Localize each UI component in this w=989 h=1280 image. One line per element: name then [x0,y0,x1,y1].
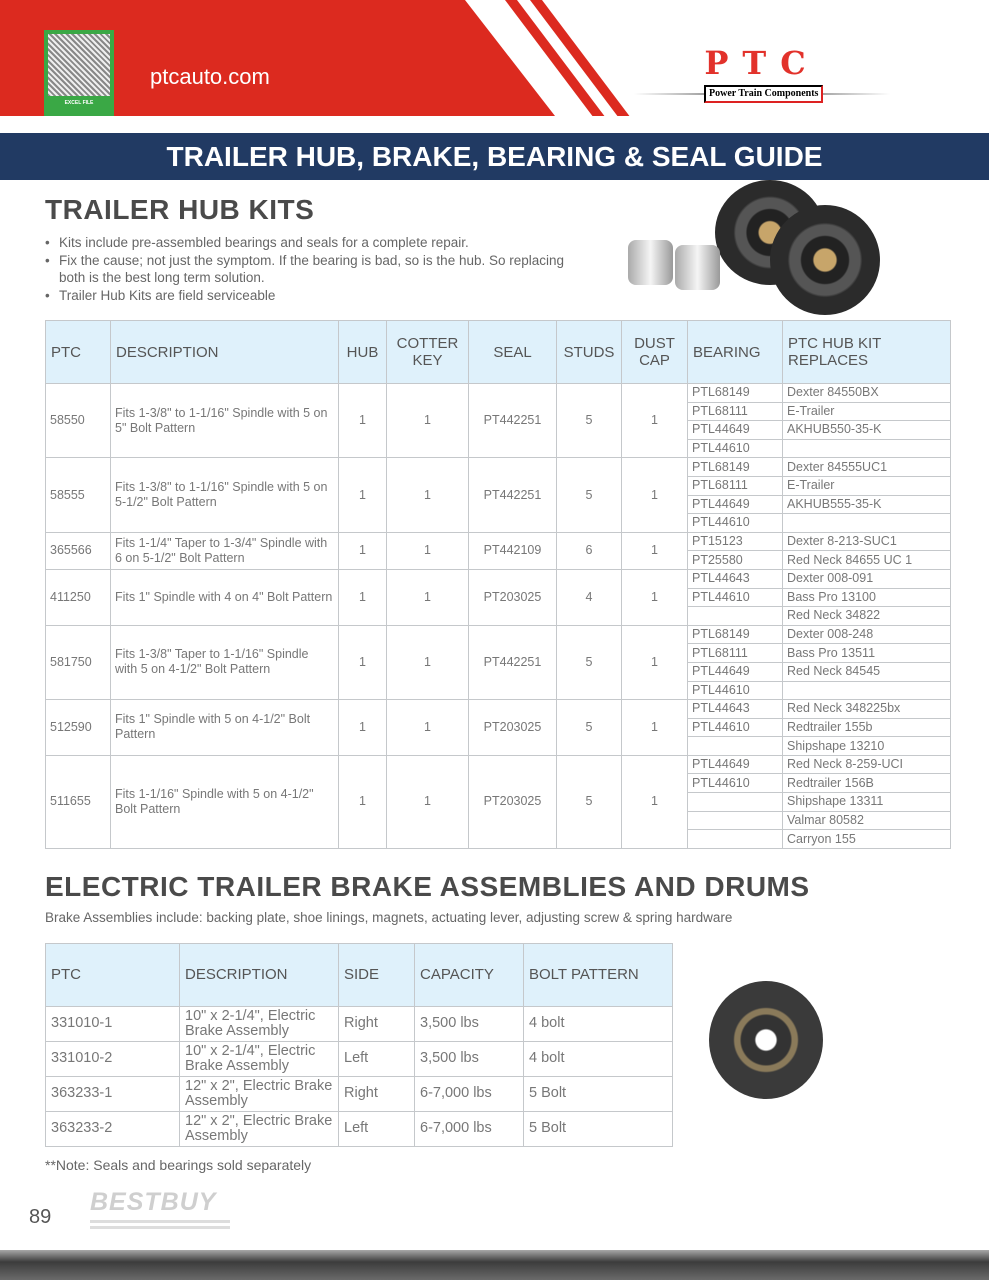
cotter-key: 1 [387,700,469,756]
replaces: Red Neck 84545 [783,662,951,681]
ptc-number: 58550 [46,384,111,458]
description: Fits 1-1/16" Spindle with 5 on 4-1/2" Bolt Pattern [111,755,339,848]
bullet: • Trailer Hub Kits are field serviceable [45,287,585,305]
table-row [46,458,951,477]
bearing: PT15123 [688,532,783,551]
hub: 1 [339,569,387,625]
column-header: PTC HUB KIT REPLACES [783,321,951,384]
table-row [46,532,951,551]
bearing: PTL44610 [688,681,783,700]
note: **Note: Seals and bearings sold separately [45,1156,312,1173]
column-header: PTC [46,943,180,1006]
logo-swoosh [90,1226,230,1229]
table-row [46,1076,673,1111]
ptc-number: 365566 [46,532,111,569]
hub-image [770,205,880,315]
column-header: HUB [339,321,387,384]
cotter-key: 1 [387,569,469,625]
seal: PT442251 [469,384,557,458]
side: Left [339,1041,415,1076]
table-row [46,384,951,403]
bearing: PTL68149 [688,625,783,644]
bearing: PTL44610 [688,588,783,607]
replaces: E-Trailer [783,476,951,495]
dust-cap: 1 [622,532,688,569]
replaces: Dexter 84550BX [783,384,951,403]
ptc-number: 331010-2 [46,1041,180,1076]
replaces: Redtrailer 155b [783,718,951,737]
replaces: Redtrailer 156B [783,774,951,793]
bullet: • Fix the cause; not just the symptom. If the bearing is bad, so is the hub. So replacing both is the best long term solution. [45,252,585,287]
table-row [46,625,951,644]
bearing: PTL68149 [688,458,783,477]
side: Right [339,1006,415,1041]
replaces: Bass Pro 13511 [783,644,951,663]
ptc-number: 581750 [46,625,111,699]
replaces: Red Neck 34822 [783,607,951,626]
bolt-pattern: 4 bolt [524,1006,673,1041]
footer-bar [0,1250,989,1280]
bearing: PTL44643 [688,700,783,719]
bolt-pattern: 5 Bolt [524,1111,673,1146]
ptc-number: 511655 [46,755,111,848]
ptc-number: 363233-1 [46,1076,180,1111]
cotter-key: 1 [387,625,469,699]
hub-kit-product-image [620,180,890,318]
bearing: PTL68111 [688,402,783,421]
replaces: Red Neck 8-259-UCI [783,755,951,774]
description: Fits 1" Spindle with 4 on 4" Bolt Pattern [111,569,339,625]
table-row [46,1006,673,1041]
bullet: • Kits include pre-assembled bearings and seals for a complete repair. [45,234,585,252]
bearing: PTL44649 [688,495,783,514]
hub: 1 [339,700,387,756]
replaces: Dexter 8-213-SUC1 [783,532,951,551]
hub: 1 [339,458,387,532]
bearing [688,737,783,756]
dust-cap-image [628,240,673,285]
bearing [688,830,783,849]
bolt-pattern: 4 bolt [524,1041,673,1076]
hub: 1 [339,625,387,699]
brakes-section [45,943,950,1147]
bolt-pattern: 5 Bolt [524,1076,673,1111]
replaces: Bass Pro 13100 [783,588,951,607]
column-header: PTC [46,321,111,384]
replaces [783,681,951,700]
dust-cap: 1 [622,384,688,458]
capacity: 6-7,000 lbs [415,1076,524,1111]
replaces: Shipshape 13210 [783,737,951,756]
hub-kits-bullets [45,234,585,304]
brakes-title: ELECTRIC TRAILER BRAKE ASSEMBLIES AND DRUMS [45,870,810,902]
studs: 5 [557,700,622,756]
ptc-number: 512590 [46,700,111,756]
table-row [46,569,951,588]
bearing: PTL68111 [688,476,783,495]
capacity: 3,500 lbs [415,1041,524,1076]
column-header: BOLT PATTERN [524,943,673,1006]
hub: 1 [339,532,387,569]
replaces: Carryon 155 [783,830,951,849]
bearing: PTL44610 [688,774,783,793]
column-header: STUDS [557,321,622,384]
page-number: 89 [29,1206,52,1228]
seal: PT442251 [469,458,557,532]
seal: PT203025 [469,569,557,625]
studs: 4 [557,569,622,625]
replaces: Red Neck 348225bx [783,700,951,719]
ptc-number: 331010-1 [46,1006,180,1041]
bearing [688,811,783,830]
table-row [46,1041,673,1076]
ptc-number: 58555 [46,458,111,532]
capacity: 3,500 lbs [415,1006,524,1041]
hub: 1 [339,384,387,458]
dust-cap: 1 [622,755,688,848]
replaces: Valmar 80582 [783,811,951,830]
replaces: AKHUB550-35-K [783,421,951,440]
description: 12" x 2", Electric Brake Assembly [180,1076,339,1111]
table-row [46,700,951,719]
cotter-key: 1 [387,755,469,848]
replaces: Dexter 008-091 [783,569,951,588]
brakes-table [45,943,673,1147]
column-header: BEARING [688,321,783,384]
replaces: Dexter 84555UC1 [783,458,951,477]
description: Fits 1" Spindle with 5 on 4-1/2" Bolt Pattern [111,700,339,756]
capacity: 6-7,000 lbs [415,1111,524,1146]
qr-code[interactable] [44,30,114,116]
ptc-number: 363233-2 [46,1111,180,1146]
hub-kits-table [45,320,951,849]
column-header: DUST CAP [622,321,688,384]
description: 10" x 2-1/4", Electric Brake Assembly [180,1041,339,1076]
brakes-subtitle: Brake Assemblies include: backing plate, shoe linings, magnets, actuating lever, adjusting screw & spring hardware [45,909,733,925]
bearing: PTL68111 [688,644,783,663]
bestbuy-logo: BESTBUY [90,1188,217,1216]
dust-cap-image [675,245,720,290]
replaces [783,514,951,533]
bearing: PTL44649 [688,662,783,681]
bearing [688,607,783,626]
logo-swoosh [90,1220,230,1223]
dust-cap: 1 [622,700,688,756]
side: Left [339,1111,415,1146]
replaces: AKHUB555-35-K [783,495,951,514]
column-header: SIDE [339,943,415,1006]
bearing [688,793,783,812]
bearing: PTL68149 [688,384,783,403]
description: Fits 1-3/8" to 1-1/16" Spindle with 5 on 5" Bolt Pattern [111,384,339,458]
dust-cap: 1 [622,458,688,532]
seal: PT203025 [469,755,557,848]
content-flow [45,320,950,1174]
column-header: SEAL [469,321,557,384]
bearing: PTL44649 [688,421,783,440]
column-header: DESCRIPTION [180,943,339,1006]
dust-cap: 1 [622,625,688,699]
brake-assembly-image [709,981,823,1099]
table-row [46,1111,673,1146]
replaces: Dexter 008-248 [783,625,951,644]
hub: 1 [339,755,387,848]
hub-kits-title: TRAILER HUB KITS [45,194,315,225]
description: Fits 1-1/4" Taper to 1-3/4" Spindle with 6 on 5-1/2" Bolt Pattern [111,532,339,569]
studs: 6 [557,532,622,569]
studs: 5 [557,384,622,458]
seal: PT203025 [469,700,557,756]
cotter-key: 1 [387,532,469,569]
bearing: PTL44610 [688,514,783,533]
description: 12" x 2", Electric Brake Assembly [180,1111,339,1146]
studs: 5 [557,625,622,699]
ptc-number: 411250 [46,569,111,625]
website-link[interactable]: ptcauto.com [150,64,270,89]
cotter-key: 1 [387,384,469,458]
replaces [783,439,951,458]
cotter-key: 1 [387,458,469,532]
column-header: CAPACITY [415,943,524,1006]
column-header: COTTER KEY [387,321,469,384]
bearing: PTL44649 [688,755,783,774]
table-row [46,755,951,774]
bearing: PT25580 [688,551,783,570]
side: Right [339,1076,415,1111]
ptc-logo-subtitle: Power Train Components [704,85,823,103]
replaces: Shipshape 13311 [783,793,951,812]
qr-code-pattern [48,34,110,96]
description: Fits 1-3/8" Taper to 1-1/16" Spindle with 5 on 4-1/2" Bolt Pattern [111,625,339,699]
seal: PT442251 [469,625,557,699]
bearing: PTL44610 [688,439,783,458]
seal: PT442109 [469,532,557,569]
description: 10" x 2-1/4", Electric Brake Assembly [180,1006,339,1041]
bearing: PTL44610 [688,718,783,737]
page-banner: TRAILER HUB, BRAKE, BEARING & SEAL GUIDE [0,133,989,180]
bearing: PTL44643 [688,569,783,588]
replaces: E-Trailer [783,402,951,421]
replaces: Red Neck 84655 UC 1 [783,551,951,570]
dust-cap: 1 [622,569,688,625]
studs: 5 [557,755,622,848]
qr-label: EXCEL FILE [64,100,94,106]
description: Fits 1-3/8" to 1-1/16" Spindle with 5 on 5-1/2" Bolt Pattern [111,458,339,532]
studs: 5 [557,458,622,532]
ptc-logo: PTC [704,44,820,82]
column-header: DESCRIPTION [111,321,339,384]
